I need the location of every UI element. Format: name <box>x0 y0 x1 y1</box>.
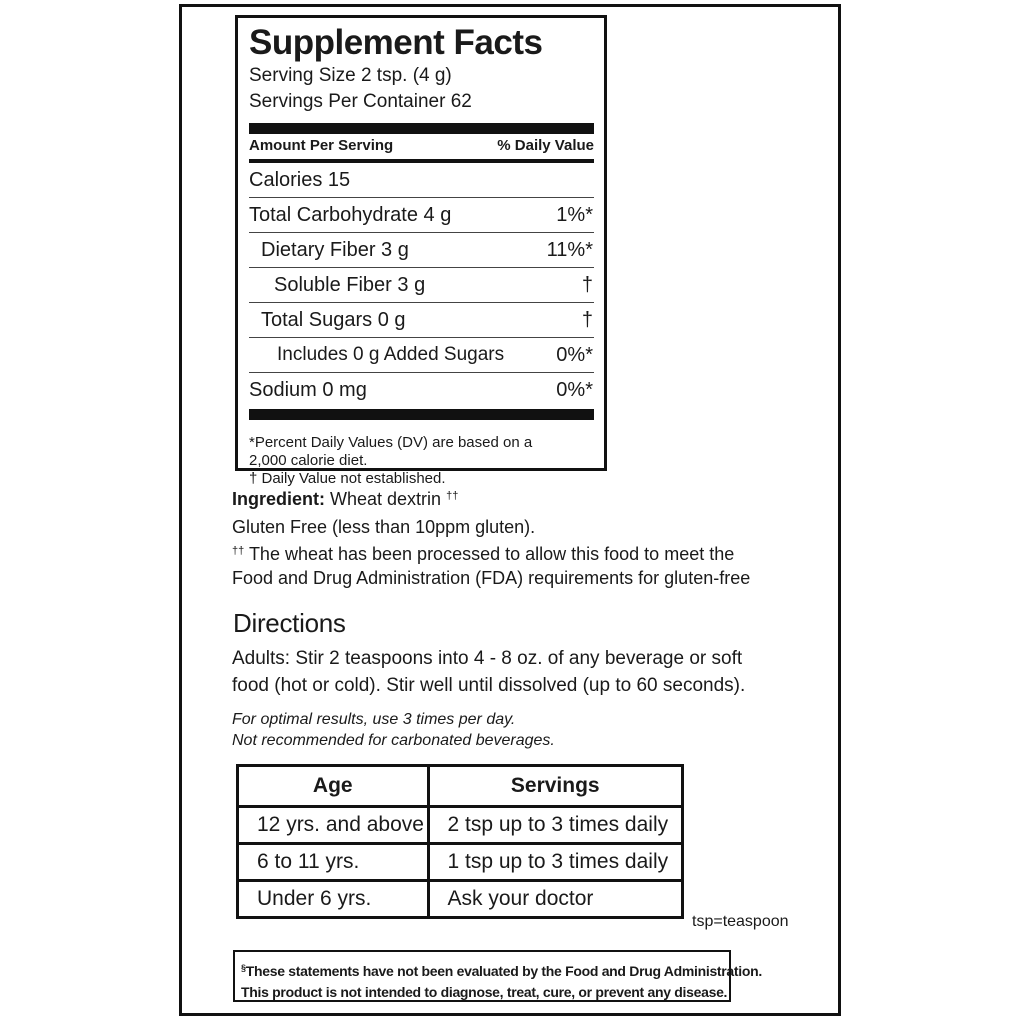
servings-cell: 1 tsp up to 3 times daily <box>428 844 683 881</box>
footnote-dagger: † Daily Value not established. <box>249 470 446 487</box>
nutrient-label: Dietary Fiber 3 g <box>261 238 409 261</box>
nutrient-row-soluble-fiber <box>249 267 594 302</box>
table-header-row <box>238 766 683 807</box>
nutrient-label: Total Carbohydrate 4 g <box>249 203 452 226</box>
table-row <box>238 881 683 918</box>
servings-cell: 2 tsp up to 3 times daily <box>428 807 683 844</box>
gluten-free-note: Gluten Free (less than 10ppm gluten). <box>232 517 536 537</box>
fda-disclaimer <box>233 950 762 1002</box>
nutrient-row-total-carbohydrate <box>249 197 594 232</box>
age-servings-table <box>236 764 684 919</box>
disclaimer-text1: These statements have not been evaluated by the Food and Drug Administration. <box>245 963 762 979</box>
nutrient-row-dietary-fiber <box>249 232 594 267</box>
directions-title: Directions <box>233 608 346 638</box>
nutrient-dv: 11%* <box>546 238 593 261</box>
directions-line2: food (hot or cold). Stir well until dissolved (up to 60 seconds). <box>232 675 746 696</box>
nutrient-row-sodium <box>249 372 594 407</box>
serving-size: Serving Size 2 tsp. (4 g) <box>249 65 452 86</box>
divider-thick-bottom <box>249 409 594 420</box>
ingredient-label: Ingredient: <box>232 489 325 509</box>
disclaimer-line2: This product is not intended to diagnose, treat, cure, or prevent any disease. <box>241 984 728 1000</box>
servings-cell: Ask your doctor <box>428 881 683 918</box>
supplement-facts-panel <box>235 15 607 487</box>
facts-title: Supplement Facts <box>249 23 543 62</box>
gluten-explanation-line2: Food and Drug Administration (FDA) requirements for gluten-free <box>232 568 751 588</box>
facts-header-row <box>249 134 594 159</box>
nutrient-dv: 0%* <box>556 378 593 401</box>
usage-note-carbonated: Not recommended for carbonated beverages. <box>232 732 555 749</box>
daily-value-label: % Daily Value <box>497 137 594 154</box>
disclaimer-mark: § <box>241 963 246 973</box>
gluten-explanation-line1 <box>232 539 812 566</box>
nutrient-dv: 1%* <box>556 203 593 226</box>
nutrient-dv: 0%* <box>556 343 593 366</box>
tsp-abbreviation-note: tsp=teaspoon <box>692 913 789 930</box>
footnote-dv: *Percent Daily Values (DV) are based on a <box>249 434 533 451</box>
directions-line1: Adults: Stir 2 teaspoons into 4 - 8 oz. of any beverage or soft <box>232 648 743 669</box>
servings-column-header: Servings <box>428 766 683 807</box>
usage-notes <box>232 709 555 751</box>
ingredient-mark: †† <box>446 490 459 502</box>
nutrient-dv: † <box>581 273 593 296</box>
nutrient-label: Soluble Fiber 3 g <box>274 273 426 296</box>
directions-text <box>232 645 792 699</box>
nutrient-row-added-sugars <box>249 337 594 372</box>
age-cell: 6 to 11 yrs. <box>238 844 429 881</box>
table-row <box>238 844 683 881</box>
age-column-header: Age <box>238 766 429 807</box>
divider-thick <box>249 123 594 134</box>
gluten-note-text: The wheat has been processed to allow this food to meet the <box>248 544 735 564</box>
ingredient-line <box>232 484 812 511</box>
age-cell: 12 yrs. and above <box>238 807 429 844</box>
gluten-note-mark: †† <box>232 545 245 557</box>
table-row <box>238 807 683 844</box>
servings-per-container: Servings Per Container 62 <box>249 91 472 112</box>
ingredient-section <box>232 484 812 590</box>
footnote-calorie-diet: 2,000 calorie diet. <box>249 452 368 469</box>
nutrient-row-calories <box>249 163 594 197</box>
nutrient-label: Calories 15 <box>249 168 351 191</box>
nutrient-dv: † <box>581 308 593 331</box>
age-cell: Under 6 yrs. <box>238 881 429 918</box>
nutrient-label: Sodium 0 mg <box>249 378 367 401</box>
disclaimer-line1 <box>241 958 762 982</box>
nutrient-row-total-sugars <box>249 302 594 337</box>
amount-per-serving-label: Amount Per Serving <box>249 137 394 154</box>
ingredient-value: Wheat dextrin <box>330 489 442 509</box>
usage-note-optimal: For optimal results, use 3 times per day. <box>232 711 516 728</box>
facts-footnotes <box>249 434 594 488</box>
nutrient-label: Includes 0 g Added Sugars <box>277 344 505 365</box>
nutrient-label: Total Sugars 0 g <box>261 308 406 331</box>
